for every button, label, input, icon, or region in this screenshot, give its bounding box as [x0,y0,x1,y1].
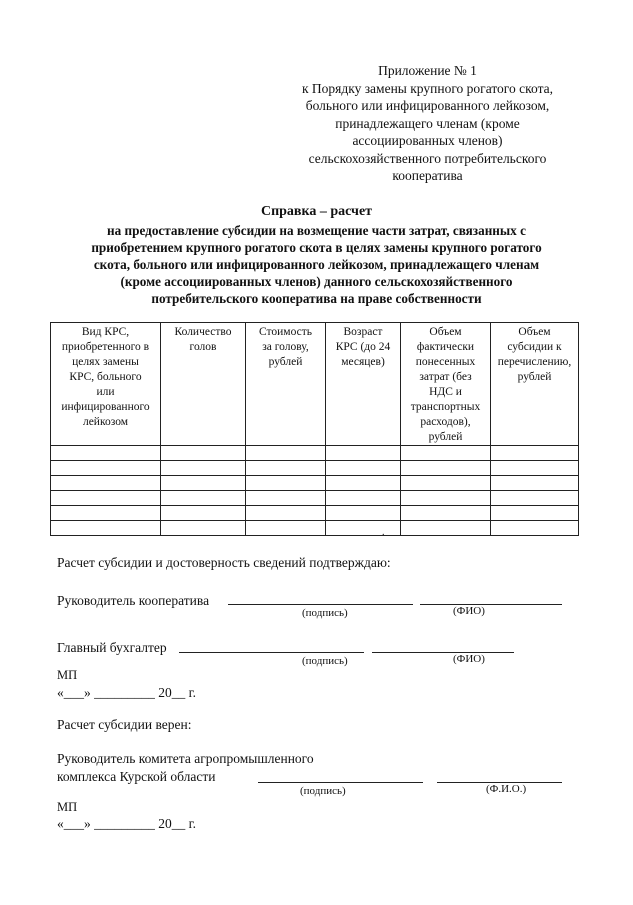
table-cell[interactable] [161,506,246,521]
header-line: фактически [416,341,475,353]
table-cell[interactable] [326,491,401,506]
appendix-line: кооператива [392,168,463,183]
table-cell[interactable] [161,521,246,536]
chief-accountant-label: Главный бухгалтер [57,640,167,655]
table-cell[interactable] [51,476,161,491]
table-row [51,491,579,506]
confirm-text: Расчет субсидии и достоверность сведений подтверждаю: [57,555,391,570]
document-subtitle [60,222,573,307]
header-cell-price [246,323,326,446]
table-cell[interactable] [161,476,246,491]
header-cell-cattle-type [51,323,161,446]
table-cell[interactable] [491,476,579,491]
header-line: перечислению, [497,356,572,368]
committee-signature-line[interactable] [258,782,423,783]
date-line: «___» _________ 20__ г. [57,816,197,831]
header-line: приобретенного в [61,341,150,353]
header-line: Объем [518,326,551,338]
table-cell[interactable] [51,461,161,476]
header-line: Стоимость [259,326,312,338]
signature-caption: (подпись) [302,607,348,619]
header-line: голов [189,341,217,353]
table-cell[interactable] [491,446,579,461]
header-line: КРС, больного [69,371,142,383]
subtitle-line: приобретением крупного рогатого скота в целях замены крупного рогатого [91,240,542,255]
header-line: за голову, [262,341,309,353]
table-header-row [51,323,579,446]
header-line: или [96,386,115,398]
table-cell[interactable] [401,446,491,461]
table-cell[interactable] [326,521,401,536]
table-cell[interactable] [161,461,246,476]
appendix-line: Приложение № 1 [378,63,477,78]
header-lines [326,325,400,370]
subsidy-table [50,322,579,536]
appendix-header [270,62,585,185]
subtitle-line: потребительского кооператива на праве собственности [151,291,482,306]
head-committee-line: Руководитель комитета агропромышленного [57,751,314,766]
table-cell[interactable] [491,461,579,476]
table-cell[interactable] [326,506,401,521]
header-line: Количество [174,326,232,338]
table-cell[interactable] [246,521,326,536]
header-line: Вид КРС, [81,326,130,338]
table-cell[interactable] [326,461,401,476]
accountant-fio-line[interactable] [372,652,514,653]
table-body [51,446,579,536]
subtitle-line: скота, больного или инфицированного лейкозом, принадлежащего членам [93,257,540,272]
table-cell[interactable] [401,461,491,476]
appendix-line: сельскохозяйственного потребительского [308,150,547,166]
correct-text: Расчет субсидии верен: [57,717,192,732]
table-cell[interactable] [491,521,579,536]
head-coop-signature-line[interactable] [228,604,413,605]
table-cell[interactable] [246,476,326,491]
table-row [51,506,579,521]
header-line: КРС (до 24 [335,341,391,353]
table-cell[interactable] [51,521,161,536]
table-row [51,521,579,536]
accountant-signature-line[interactable] [179,652,364,653]
table-cell[interactable] [491,491,579,506]
table-cell[interactable] [326,476,401,491]
table-cell[interactable] [51,506,161,521]
header-line: лейкозом [82,416,129,428]
header-cell-costs [401,323,491,446]
table-cell[interactable] [246,491,326,506]
table-cell[interactable] [51,446,161,461]
header-line: целях замены [72,356,139,368]
header-lines [246,325,325,370]
header-lines [161,325,245,355]
fio-caption-2: (Ф.И.О.) [486,783,527,795]
header-lines [491,325,578,385]
table-cell[interactable] [51,491,161,506]
signature-caption: (подпись) [300,785,346,797]
header-cell-age [326,323,401,446]
table-cell[interactable] [401,521,491,536]
table-row [51,476,579,491]
table-row [51,446,579,461]
stray-dot: . [382,527,385,538]
table-cell[interactable] [161,491,246,506]
header-line: понесенных [415,356,476,368]
table-cell[interactable] [246,461,326,476]
table-cell[interactable] [401,491,491,506]
table-cell[interactable] [326,446,401,461]
header-cell-quantity [161,323,246,446]
appendix-line: больного или инфицированного лейкозом, [305,98,550,113]
appendix-line: принадлежащего членам (кроме [335,115,520,131]
date-line: «___» _________ 20__ г. [57,685,197,700]
subtitle-line: на предоставление субсидии на возмещение части затрат, связанных с [107,223,526,238]
signature-caption: (подпись) [302,655,348,667]
header-lines [51,325,160,430]
header-cell-subsidy [491,323,579,446]
mp-label: МП [57,800,78,814]
header-line: Объем [429,326,462,338]
head-coop-label: Руководитель кооператива [57,593,210,608]
fio-caption: (ФИО) [453,653,485,665]
table-cell[interactable] [246,506,326,521]
subtitle-line: (кроме ассоциированных членов) данного сельскохозяйственного [120,274,513,289]
header-line: затрат (без [419,371,472,383]
table-cell[interactable] [401,476,491,491]
header-line: транспортных [410,401,481,413]
header-line: рублей [428,431,463,443]
table-cell[interactable] [401,506,491,521]
appendix-line: к Порядку замены крупного рогатого скота, [301,80,554,96]
header-line: НДС и [429,386,462,398]
header-line: Возраст [343,326,383,338]
table-cell[interactable] [161,446,246,461]
head-coop-fio-line[interactable] [420,604,562,605]
document-title: Справка – расчет [260,204,373,219]
header-line: субсидии к [507,341,562,353]
head-committee-line: комплекса Курской области [57,769,216,784]
header-line: рублей [517,371,552,383]
mp-label: МП [57,668,78,682]
fio-caption: (ФИО) [453,605,485,617]
table-cell[interactable] [491,506,579,521]
header-lines [401,325,490,445]
header-line: инфицированного [61,401,150,413]
header-line: рублей [268,356,303,368]
header-line: расходов), [420,416,471,428]
table-row [51,461,579,476]
table-cell[interactable] [246,446,326,461]
header-line: месяцев) [341,356,385,368]
appendix-line: ассоциированных членов) [352,133,503,148]
